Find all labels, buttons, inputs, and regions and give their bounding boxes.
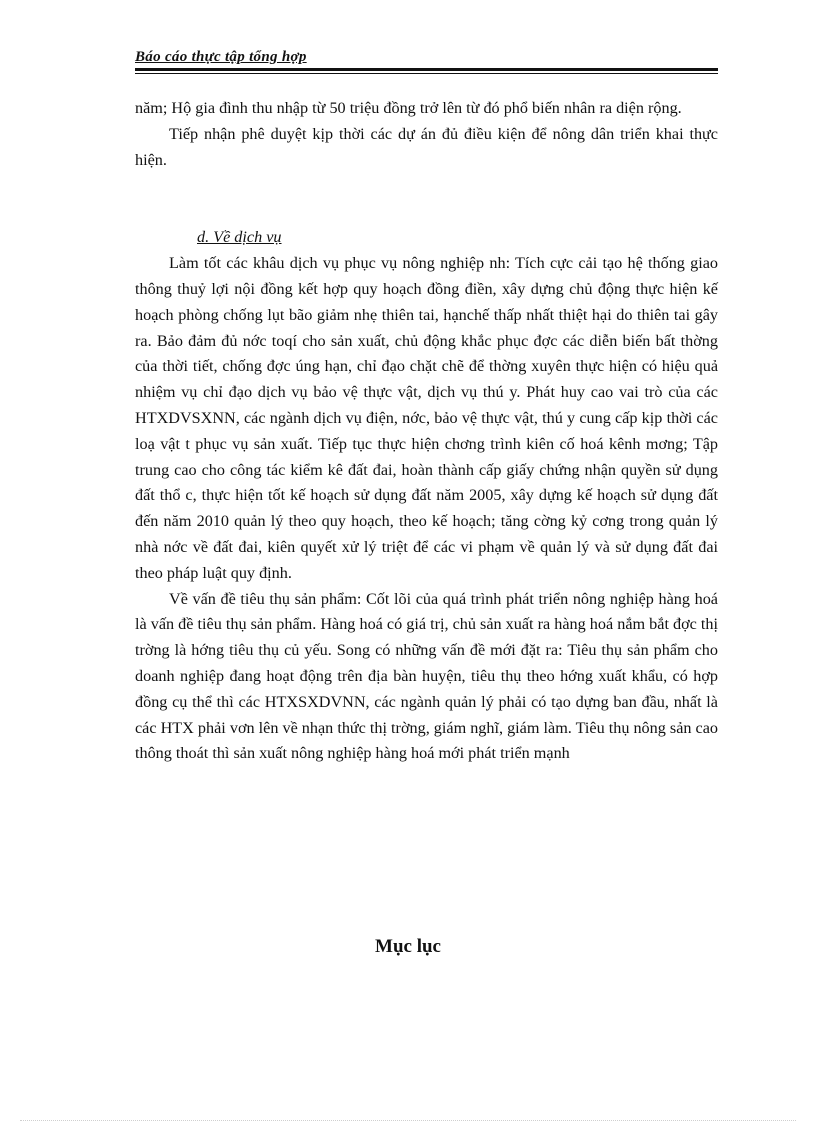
- header-rule-thin: [135, 73, 718, 74]
- header-rule-thick: [135, 68, 718, 71]
- body-text: [135, 96, 718, 767]
- section-subheading: [135, 225, 718, 251]
- spacer: [135, 173, 718, 225]
- paragraph-approval: Tiếp nhận phê duyệt kịp thời các dự án đủ điều kiện để nông dân triển khai thực hiện.: [135, 124, 718, 169]
- paragraph-consumption: Về vấn đề tiêu thụ sản phẩm: Cốt lõi của quá trình phát triển nông nghiệp hàng hoá là vấn đề tiêu thụ sản phẩm. Hàng hoá có giá trị, chủ sản xuất ra hàng hoá nắm bắt đợc thị trờng là hớng tiêu thụ củ yếu. Song có những vấn đề mới đặt ra: Tiêu thụ sản phẩm cho doanh nghiệp đang hoạt động trên địa bàn huyện, tiêu thụ theo hớng xuất khẩu, có hợp đồng cụ thể thì các HTXSXDVNN, các ngành quản lý phải có tạo dựng ban đầu, nhất là các HTX phải vơn lên về nhạn thức thị trờng, giám nghĩ, giám làm. Tiêu thụ nông sản cao thông thoát thì sản xuất nông nghiệp hàng hoá mới phát triển mạnh: [135, 589, 718, 763]
- paragraph-continuation: năm; Hộ gia đình thu nhập từ 50 triệu đồng trở lên từ đó phổ biến nhân ra diện rộng.: [135, 99, 682, 117]
- page-bottom-border: [20, 1120, 796, 1121]
- header-title: Báo cáo thực tập tổng hợp: [135, 49, 307, 65]
- page-header: [135, 48, 718, 74]
- subheading-text: d. Về dịch vụ: [197, 228, 282, 247]
- toc-title: Mục lục: [375, 936, 441, 957]
- paragraph-services: Làm tốt các khâu dịch vụ phục vụ nông nghiệp nh: Tích cực cải tạo hệ thống giao thông thuỷ lợi nội đồng kết hợp quy hoạch đồng điền, xây dựng chủ động thực hiện kế hoạch phòng chống lụt bão giảm nhẹ thiên tai, hạnchế thấp nhất thiệt hại do thiên tai gây ra. Bảo đảm đủ nớc toqí cho sản xuất, chủ động khắc phục đợc các diễn biến bất thờng của thời tiết, chống đợc úng hạn, chỉ đạo chặt chẽ để thờng xuyên thực hiện có hiệu quả nhiệm vụ chỉ đạo dịch vụ bảo vệ thực vật, dịch vụ thú y. Phát huy cao vai trò của các HTXDVSXNN, các ngành dịch vụ điện, nớc, bảo vệ thực vật, thú y cung cấp kịp thời các loạ vật t phục vụ sản xuất. Tiếp tục thực hiện chơng trình kiên cố hoá kênh mơng; Tập trung cao cho công tác kiểm kê đất đai, hoàn thành cấp giấy chứng nhận quyền sử dụng đất thổ c, thực hiện tốt kế hoạch sử dụng đất năm 2005, xây dựng kế hoạch sử dụng đất đến năm 2010 quản lý theo quy hoạch, theo kế hoạch; tăng cờng kỷ cơng trong quản lý nhà nớc về đất đai, kiên quyết xử lý triệt để các vi phạm về quản lý và sử dụng đất đai theo pháp luật quy định.: [135, 254, 718, 582]
